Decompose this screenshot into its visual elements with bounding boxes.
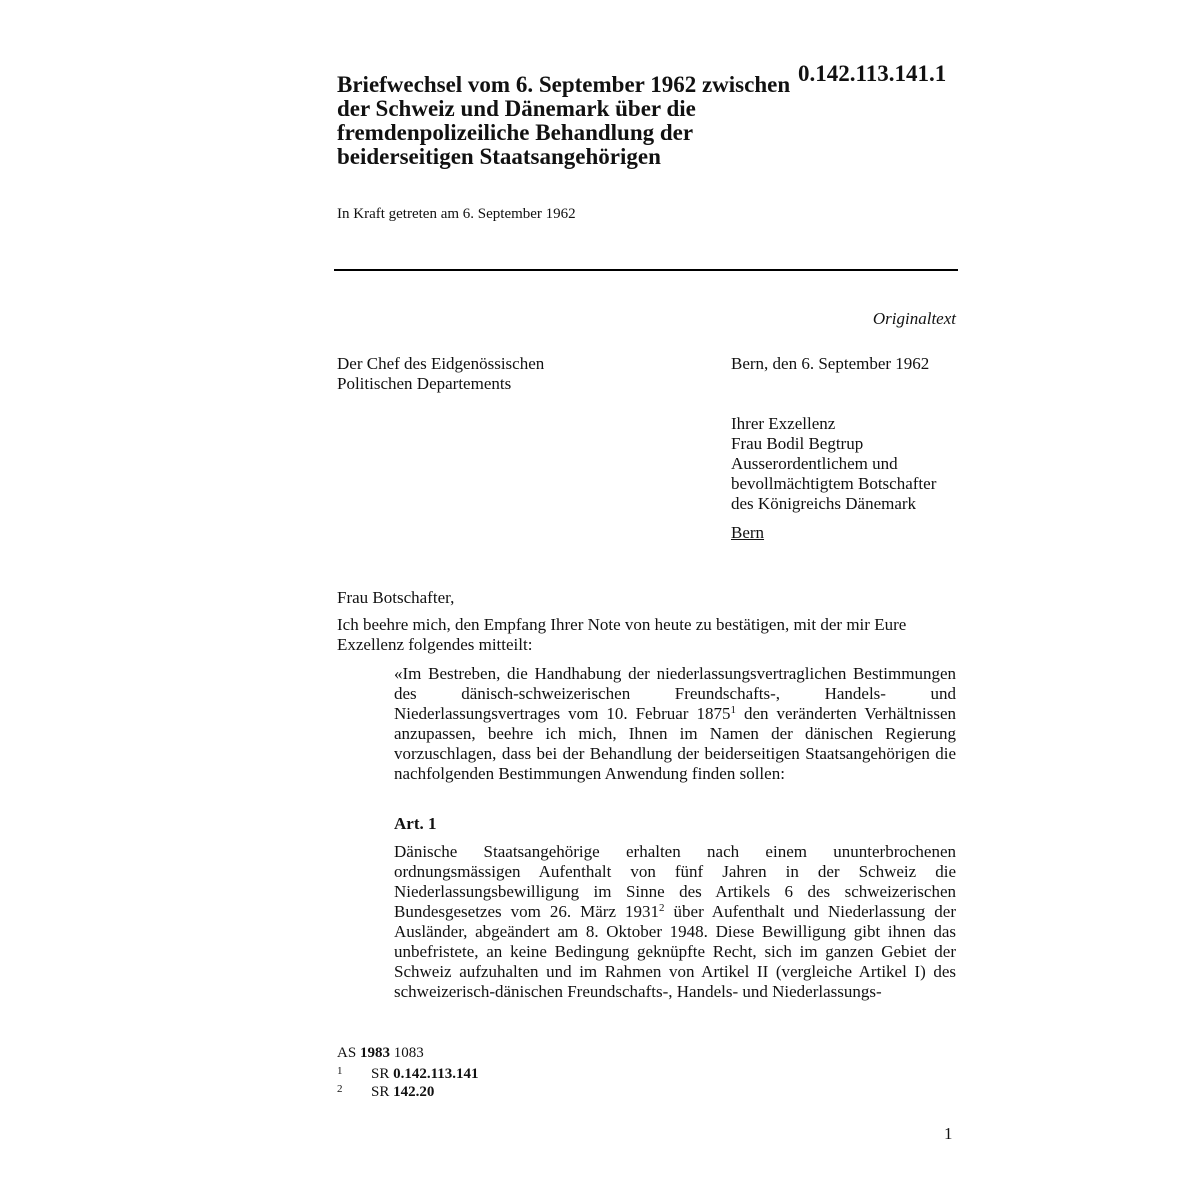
intro-paragraph: Ich beehre mich, den Empfang Ihrer Note von heute zu bestätigen, mit der mir Eure Exzellenz folgendes mitteilt:: [337, 615, 907, 654]
quoted-note-paragraph: [394, 664, 956, 784]
sender-line: Politischen Departements: [337, 374, 512, 393]
footnote-prefix: SR: [371, 1066, 390, 1082]
addressee-line: Ausserordentlichem und: [731, 454, 898, 473]
footnote-number: 1: [337, 1065, 343, 1077]
addressee-city: Bern: [731, 523, 765, 542]
addressee-block: [731, 414, 936, 514]
article-text: Dänische Staatsangehörige erhalten nach einem ununterbrochenen ordnungsmässigen Aufenthalt von fünf Jahren in der Schweiz die Niederlassungsbewilligung im Sinne des Artikels 6 des schweizerischen Bundesgesetzes vom 26. März 1931: [394, 842, 956, 921]
footnote-prefix: SR: [371, 1084, 390, 1100]
article-heading: Art. 1: [394, 814, 437, 833]
sr-number: 0.142.113.141.1: [798, 61, 947, 86]
article-text: über Aufenthalt und Niederlassung der Ausländer, abgeändert am 8. Oktober 1948. Diese Bewilligung gibt ihnen das unbefristete, an keine Bedingung geknüpfte Recht, sich im ganzen Gebiet der Schweiz aufzuhalten und im Rahmen von Artikel II (vergleiche Artikel I) des schweizerisch-dänischen Freundschafts-, Handels- und Niederlassungs-: [394, 902, 956, 1001]
article-body: [394, 842, 956, 1002]
as-page: 1083: [393, 1045, 424, 1061]
quote-text: «Im Bestreben, die Handhabung der niederlassungsvertraglichen Bestimmungen des dänisch-schweizerischen Freundschafts-, Handels- und Niederlassungsvertrages vom 10. Februar 1875: [394, 664, 956, 723]
quote-text: den veränderten Verhältnissen anzupassen, beehre ich mich, Ihnen im Namen der dänischen Regierung vorzuschlagen, dass bei der Behandlung der beiderseitigen Staatsangehörigen die nachfolgenden Bestimmungen Anwendung finden sollen:: [394, 704, 956, 783]
in-force-date: In Kraft getreten am 6. September 1962: [337, 206, 576, 222]
footnote-number: 2: [337, 1083, 343, 1095]
footnote-2: [337, 1080, 434, 1101]
salutation: Frau Botschafter,: [337, 588, 455, 607]
addressee-line: Frau Bodil Begtrup: [731, 434, 864, 453]
original-text-label: Originaltext: [872, 309, 956, 328]
as-year: 1983: [359, 1045, 390, 1061]
addressee-line: bevollmächtigtem Botschafter: [731, 474, 937, 493]
addressee-line: des Königreichs Dänemark: [731, 494, 917, 513]
sender-line: Der Chef des Eidgenössischen: [337, 354, 545, 373]
as-reference: [337, 1044, 424, 1062]
footnote-ref-1[interactable]: 1: [730, 704, 736, 716]
as-prefix: AS: [337, 1045, 357, 1061]
footnote-sr-ref: 0.142.113.141: [393, 1066, 479, 1082]
document-title: Briefwechsel vom 6. September 1962 zwischen der Schweiz und Dänemark über die fremdenpolizeiliche Behandlung der beiderseitigen Staatsangehörigen: [337, 72, 791, 169]
place-date: Bern, den 6. September 1962: [731, 354, 930, 373]
footnote-ref-2[interactable]: 2: [659, 902, 665, 914]
sender-block: [337, 354, 544, 394]
addressee-line: Ihrer Exzellenz: [731, 414, 836, 433]
page-number: 1: [944, 1124, 953, 1143]
header-divider: [334, 269, 958, 271]
footnote-sr-ref: 142.20: [393, 1084, 435, 1100]
